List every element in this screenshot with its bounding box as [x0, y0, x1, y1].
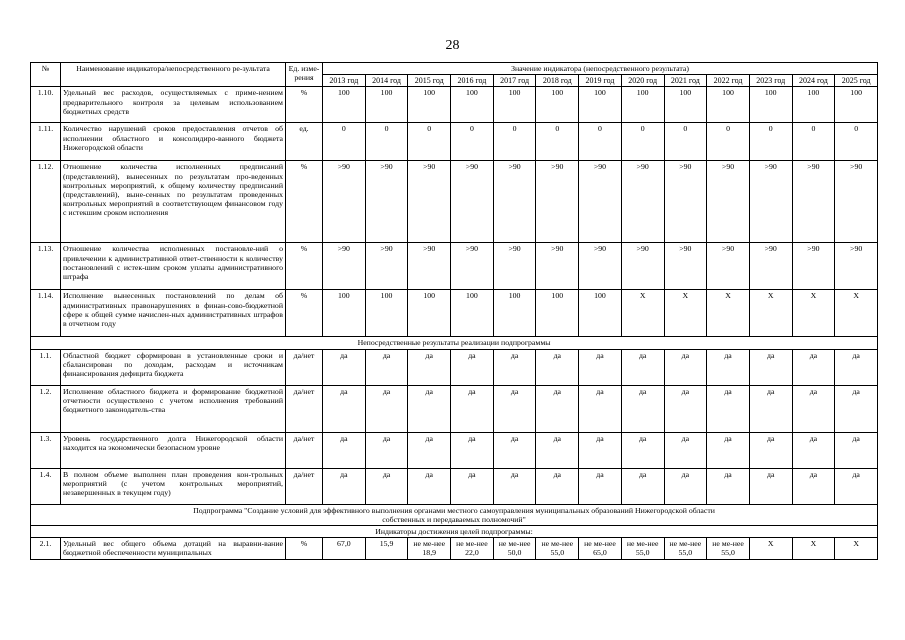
value-cell: 100 — [536, 87, 579, 123]
value-cell: да — [621, 432, 664, 468]
section-results-heading-line: Непосредственные результаты реализации подпрограммы — [357, 338, 551, 348]
value-cell: не ме-нее 22,0 — [451, 538, 494, 560]
row-number: 1.3. — [31, 432, 61, 468]
value-cell: да — [536, 349, 579, 385]
value-cell: 67,0 — [323, 538, 366, 560]
table-row — [31, 290, 878, 337]
value-cell: да — [365, 385, 408, 432]
value-cell: да — [493, 349, 536, 385]
value-cell: 100 — [323, 290, 366, 337]
value-cell: 100 — [493, 290, 536, 337]
header-year: 2020 год — [621, 75, 664, 87]
value-cell: X — [835, 538, 878, 560]
value-cell: 100 — [621, 87, 664, 123]
value-cell: да — [408, 468, 451, 504]
value-cell: да — [835, 349, 878, 385]
value-cell: да — [835, 385, 878, 432]
value-cell: да — [664, 385, 707, 432]
row-number: 1.4. — [31, 468, 61, 504]
value-cell: 0 — [408, 123, 451, 161]
value-cell: да — [323, 385, 366, 432]
unit-cell: % — [286, 538, 323, 560]
row-number: 1.13. — [31, 243, 61, 290]
value-cell: да — [621, 349, 664, 385]
value-cell: 100 — [664, 87, 707, 123]
value-cell: >90 — [792, 161, 835, 243]
value-cell: не ме-нее 55,0 — [664, 538, 707, 560]
value-cell: >90 — [749, 161, 792, 243]
value-cell: да — [536, 468, 579, 504]
value-cell: 100 — [451, 290, 494, 337]
value-cell: >90 — [792, 243, 835, 290]
indicators-table — [30, 62, 878, 560]
value-cell: 100 — [408, 87, 451, 123]
table-row — [31, 385, 878, 432]
unit-cell: % — [286, 161, 323, 243]
header-num: № — [31, 63, 61, 87]
header-year: 2013 год — [323, 75, 366, 87]
row-number: 1.11. — [31, 123, 61, 161]
value-cell: не ме-нее 50,0 — [493, 538, 536, 560]
value-cell: да — [664, 432, 707, 468]
value-cell: да — [664, 468, 707, 504]
value-cell: да — [451, 349, 494, 385]
section-subprogram-heading — [31, 504, 878, 525]
indicator-name: В полном объеме выполнен план проведения кон-трольных мероприятий (с учетом контрольных мероприятий, незавершенных в текущем году) — [61, 468, 286, 504]
section-subprogram-heading-line: Подпрограмма "Создание условий для эффективного выполнения органами местного самоуправления муниципальных образований Нижегородской области — [193, 505, 715, 515]
table-row — [31, 123, 878, 161]
value-cell: >90 — [621, 243, 664, 290]
value-cell: >90 — [536, 161, 579, 243]
value-cell: >90 — [707, 243, 750, 290]
value-cell: 15,9 — [365, 538, 408, 560]
value-cell: >90 — [536, 243, 579, 290]
value-cell: 0 — [451, 123, 494, 161]
header-year: 2019 год — [579, 75, 622, 87]
value-cell: да — [493, 385, 536, 432]
table-row — [31, 243, 878, 290]
value-cell: 0 — [664, 123, 707, 161]
value-cell: да — [536, 432, 579, 468]
section-row — [31, 526, 878, 538]
unit-cell: % — [286, 87, 323, 123]
header-year: 2021 год — [664, 75, 707, 87]
value-cell: да — [707, 349, 750, 385]
unit-cell: да/нет — [286, 349, 323, 385]
header-year: 2023 год — [749, 75, 792, 87]
header-year: 2022 год — [707, 75, 750, 87]
value-cell: не ме-нее 55,0 — [707, 538, 750, 560]
row-number: 1.1. — [31, 349, 61, 385]
value-cell: 100 — [493, 87, 536, 123]
table-row — [31, 87, 878, 123]
unit-cell: да/нет — [286, 385, 323, 432]
value-cell: да — [323, 432, 366, 468]
value-cell: X — [792, 538, 835, 560]
value-cell: да — [579, 349, 622, 385]
unit-cell: да/нет — [286, 432, 323, 468]
value-cell: не ме-нее 65,0 — [579, 538, 622, 560]
value-cell: >90 — [365, 161, 408, 243]
row-number: 1.12. — [31, 161, 61, 243]
value-cell: 0 — [323, 123, 366, 161]
table-row — [31, 349, 878, 385]
value-cell: да — [408, 432, 451, 468]
header-name: Наименование индикатора/непосредственного ре-зультата — [61, 63, 286, 87]
value-cell: 100 — [451, 87, 494, 123]
header-year: 2016 год — [451, 75, 494, 87]
header-year: 2024 год — [792, 75, 835, 87]
value-cell: 0 — [365, 123, 408, 161]
section-results-heading — [31, 337, 878, 349]
row-number: 1.10. — [31, 87, 61, 123]
value-cell: да — [579, 385, 622, 432]
value-cell: X — [835, 290, 878, 337]
value-cell: >90 — [835, 243, 878, 290]
value-cell: да — [621, 468, 664, 504]
value-cell: >90 — [451, 161, 494, 243]
indicator-name: Исполнение вынесенных постановлений по делам об административных правонарушениях в финан-сово-бюджетной сфере к общей сумме начислен-ных административных штрафов в отчетном году — [61, 290, 286, 337]
value-cell: да — [408, 385, 451, 432]
value-cell: да — [835, 468, 878, 504]
value-cell: не ме-нее 55,0 — [621, 538, 664, 560]
value-cell: да — [707, 385, 750, 432]
value-cell: да — [749, 432, 792, 468]
value-cell: 100 — [536, 290, 579, 337]
value-cell: >90 — [493, 243, 536, 290]
value-cell: X — [792, 290, 835, 337]
header-year: 2018 год — [536, 75, 579, 87]
value-cell: >90 — [664, 161, 707, 243]
value-cell: 0 — [493, 123, 536, 161]
value-cell: да — [323, 349, 366, 385]
value-cell: >90 — [493, 161, 536, 243]
value-cell: да — [835, 432, 878, 468]
value-cell: да — [664, 349, 707, 385]
section-indicators-heading-line: Индикаторы достижения целей подпрограммы: — [375, 527, 533, 537]
table-row — [31, 161, 878, 243]
value-cell: не ме-нее 18,9 — [408, 538, 451, 560]
header-year: 2014 год — [365, 75, 408, 87]
value-cell: 100 — [579, 87, 622, 123]
section-subprogram-heading-line: собственных и передаваемых полномочий" — [382, 514, 526, 524]
header-year: 2025 год — [835, 75, 878, 87]
value-cell: X — [664, 290, 707, 337]
value-cell: >90 — [451, 243, 494, 290]
value-cell: >90 — [408, 161, 451, 243]
section-row — [31, 337, 878, 349]
value-cell: да — [365, 349, 408, 385]
value-cell: да — [493, 468, 536, 504]
value-cell: 100 — [365, 290, 408, 337]
indicator-name: Количество нарушений сроков предоставления отчетов об исполнении областного и консолидиро-ванного бюджета Нижегородской области — [61, 123, 286, 161]
table-row — [31, 468, 878, 504]
value-cell: 0 — [536, 123, 579, 161]
unit-cell: % — [286, 290, 323, 337]
value-cell: да — [579, 432, 622, 468]
value-cell: 100 — [365, 87, 408, 123]
indicator-name: Отношение количества исполненных предписаний (представлений), вынесенных по результатам про-веденных контрольных мероприятий, к общему количеству предписаний (представлений), выне-сенных по результатам проведенных контрольных мероприятий в соответствующем финансовом году с истекшим сроком исполнения — [61, 161, 286, 243]
value-cell: да — [451, 385, 494, 432]
indicator-name: Областной бюджет сформирован в установленные сроки и сбалансирован по доходам, расходам и источникам финансирования дефицита бюджета — [61, 349, 286, 385]
value-cell: >90 — [323, 243, 366, 290]
header-row-1 — [31, 63, 878, 75]
value-cell: да — [792, 349, 835, 385]
value-cell: 0 — [579, 123, 622, 161]
value-cell: >90 — [835, 161, 878, 243]
indicator-name: Исполнение областного бюджета и формирование бюджетной отчетности осуществлено с учетом исполнения требований бюджетного законодатель-ства — [61, 385, 286, 432]
value-cell: 100 — [835, 87, 878, 123]
value-cell: X — [707, 290, 750, 337]
value-cell: >90 — [579, 161, 622, 243]
value-cell: да — [621, 385, 664, 432]
unit-cell: ед. — [286, 123, 323, 161]
value-cell: да — [493, 432, 536, 468]
value-cell: да — [536, 385, 579, 432]
value-cell: 100 — [323, 87, 366, 123]
value-cell: 100 — [408, 290, 451, 337]
value-cell: >90 — [664, 243, 707, 290]
indicator-name: Уровень государственного долга Нижегородской области находится на экономически безопасном уровне — [61, 432, 286, 468]
section-row — [31, 504, 878, 525]
value-cell: да — [365, 432, 408, 468]
indicator-name: Отношение количества исполненных постановле-ний о привлечении к административной ответ-ственности к количеству постановлений с истек-шим сроком уплаты административного штрафа — [61, 243, 286, 290]
value-cell: >90 — [365, 243, 408, 290]
value-cell: 100 — [792, 87, 835, 123]
value-cell: да — [451, 432, 494, 468]
table-row — [31, 538, 878, 560]
value-cell: да — [792, 385, 835, 432]
value-cell: да — [749, 385, 792, 432]
unit-cell: да/нет — [286, 468, 323, 504]
value-cell: да — [792, 432, 835, 468]
value-cell: да — [749, 468, 792, 504]
value-cell: 100 — [749, 87, 792, 123]
value-cell: >90 — [749, 243, 792, 290]
header-unit: Ед. изме-рения — [286, 63, 323, 87]
value-cell: 100 — [707, 87, 750, 123]
value-cell: не ме-нее 55,0 — [536, 538, 579, 560]
value-cell: 0 — [621, 123, 664, 161]
value-cell: >90 — [323, 161, 366, 243]
value-cell: да — [707, 432, 750, 468]
value-cell: 100 — [579, 290, 622, 337]
unit-cell: % — [286, 243, 323, 290]
value-cell: >90 — [408, 243, 451, 290]
value-cell: да — [323, 468, 366, 504]
row-number: 1.14. — [31, 290, 61, 337]
value-cell: 0 — [749, 123, 792, 161]
value-cell: да — [408, 349, 451, 385]
header-year: 2015 год — [408, 75, 451, 87]
value-cell: >90 — [579, 243, 622, 290]
table-row — [31, 432, 878, 468]
indicator-name: Удельный вес расходов, осуществляемых с приме-нением предварительного контроля за целевым использованием бюджетных средств — [61, 87, 286, 123]
value-cell: X — [749, 290, 792, 337]
value-cell: >90 — [621, 161, 664, 243]
value-cell: X — [621, 290, 664, 337]
row-number: 2.1. — [31, 538, 61, 560]
value-cell: да — [579, 468, 622, 504]
value-cell: X — [749, 538, 792, 560]
value-cell: 0 — [792, 123, 835, 161]
value-cell: 0 — [707, 123, 750, 161]
section-indicators-heading — [31, 526, 878, 538]
value-cell: да — [707, 468, 750, 504]
value-cell: да — [792, 468, 835, 504]
table-body — [31, 87, 878, 560]
value-cell: да — [749, 349, 792, 385]
page-number: 28 — [445, 38, 460, 53]
row-number: 1.2. — [31, 385, 61, 432]
header-values: Значение индикатора (непосредственного результата) — [323, 63, 878, 75]
value-cell: да — [365, 468, 408, 504]
value-cell: 0 — [835, 123, 878, 161]
header-year: 2017 год — [493, 75, 536, 87]
value-cell: да — [451, 468, 494, 504]
indicator-name: Удельный вес общего объема дотаций на выравни-вание бюджетной обеспеченности муниципальных — [61, 538, 286, 560]
value-cell: >90 — [707, 161, 750, 243]
